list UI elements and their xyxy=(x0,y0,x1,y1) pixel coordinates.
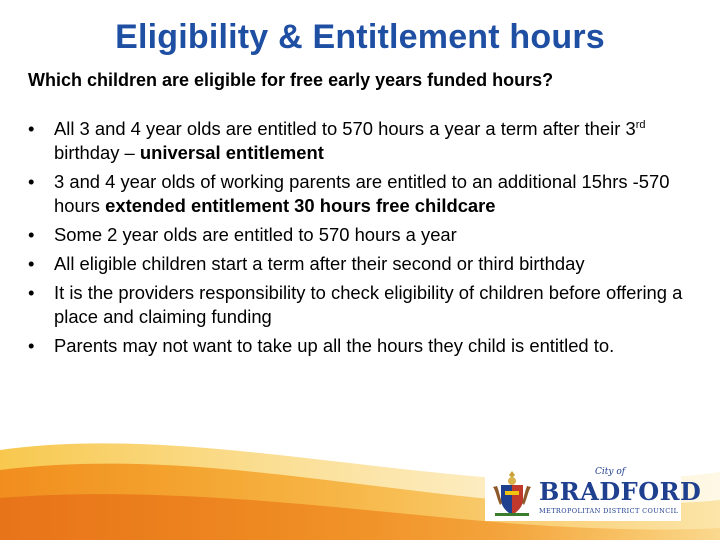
bullet-text: Some 2 year olds are entitled to 570 hours a year xyxy=(54,224,457,245)
bullet-text: Parents may not want to take up all the hours they child is entitled to. xyxy=(54,335,615,356)
logo-brand-name: BRADFORD xyxy=(539,477,702,506)
bullet-text: 3 and 4 year olds of working parents are entitled to an additional 15hrs -570 hours xyxy=(54,171,670,216)
bullet-marker: • xyxy=(28,171,35,192)
logo-city-of: City of xyxy=(595,467,626,477)
slide-title: Eligibility & Entitlement hours xyxy=(115,18,605,56)
bullet-text: All eligible children start a term after their second or third birthday xyxy=(54,253,585,274)
slide-subtitle: Which children are eligible for free early years funded hours? xyxy=(28,70,554,90)
list-item xyxy=(28,223,704,247)
bullet-marker: • xyxy=(28,224,35,245)
bullet-superscript: rd xyxy=(635,119,646,131)
bullet-marker: • xyxy=(28,118,35,139)
bullet-bold-text: extended entitlement 30 hours free childcare xyxy=(105,195,496,216)
bullet-text: All 3 and 4 year olds are entitled to 570 hours a year a term after their 3 xyxy=(54,118,636,139)
bullet-text: birthday – xyxy=(54,142,140,163)
list-item xyxy=(28,252,704,276)
bullet-list xyxy=(28,117,704,363)
coat-of-arms-icon xyxy=(491,469,533,517)
bradford-council-logo xyxy=(485,465,702,521)
list-item xyxy=(28,281,704,329)
bullet-text: It is the providers responsibility to check eligibility of children before offering a place and claiming funding xyxy=(54,282,683,327)
bullet-marker: • xyxy=(28,282,35,303)
list-item xyxy=(28,170,704,218)
bullet-marker: • xyxy=(28,335,35,356)
bullet-bold-text: universal entitlement xyxy=(139,142,324,163)
bullet-marker: • xyxy=(28,253,35,274)
list-item xyxy=(28,117,704,165)
logo-council-name: METROPOLITAN DISTRICT COUNCIL xyxy=(539,507,679,515)
list-item xyxy=(28,334,704,358)
